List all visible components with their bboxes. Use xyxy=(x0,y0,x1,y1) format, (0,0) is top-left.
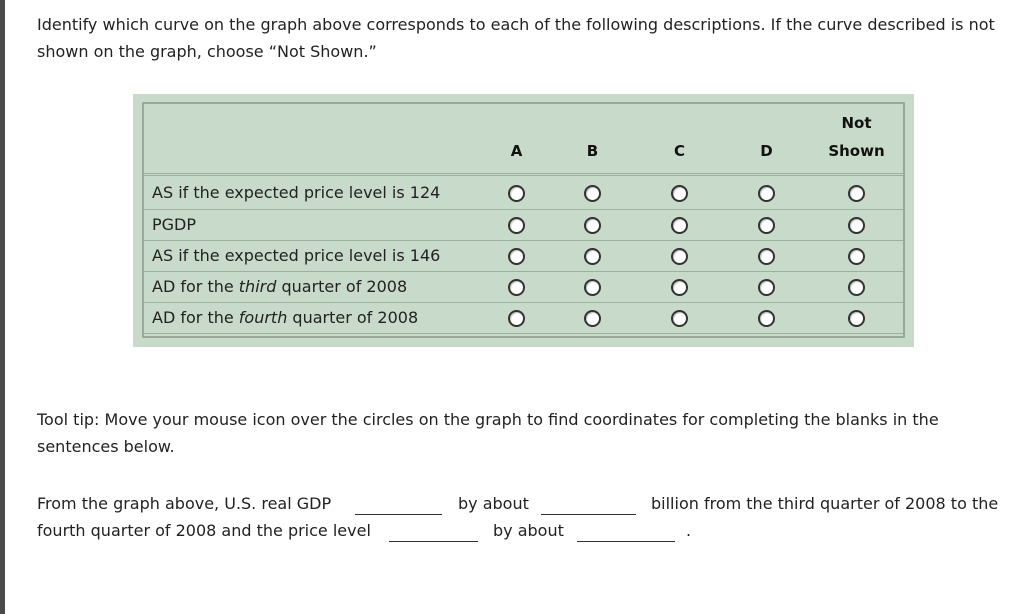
left-edge-bar xyxy=(0,0,5,614)
radio-cell-a xyxy=(484,209,549,240)
radio-cell-not-shown xyxy=(810,209,903,240)
sentence-part-3: billion from the third quarter of 2008 to the xyxy=(651,494,999,513)
radio-not-shown[interactable] xyxy=(848,217,865,234)
radio-d[interactable] xyxy=(758,310,775,327)
radio-c[interactable] xyxy=(671,248,688,265)
header-a: A xyxy=(484,104,549,174)
sentence-part-2: by about xyxy=(458,494,529,513)
choice-table-frame xyxy=(142,102,905,338)
header-not-shown xyxy=(810,104,903,174)
tooltip-text: Tool tip: Move your mouse icon over the circles on the graph to find coordinates for completing the blanks in the sentences below. xyxy=(37,410,939,456)
radio-c[interactable] xyxy=(671,310,688,327)
radio-a[interactable] xyxy=(508,185,525,202)
row-label-pre: AS if the expected price level is 146 xyxy=(152,246,441,265)
row-label-pre: AD for the xyxy=(152,308,239,327)
sentence-part-1: From the graph above, U.S. real GDP xyxy=(37,494,332,513)
radio-cell-a xyxy=(484,240,549,271)
gdp-amount-blank[interactable] xyxy=(541,514,636,515)
radio-b[interactable] xyxy=(584,279,601,296)
header-d: D xyxy=(723,104,810,174)
choice-table xyxy=(144,104,903,334)
row-label-em: third xyxy=(238,277,277,296)
row-label xyxy=(144,240,484,271)
table-row xyxy=(144,240,903,271)
choice-table-panel xyxy=(133,94,914,347)
row-label-pre: PGDP xyxy=(152,215,197,234)
radio-a[interactable] xyxy=(508,310,525,327)
radio-cell-not-shown xyxy=(810,174,903,209)
sentence-part-4: fourth quarter of 2008 and the price level xyxy=(37,521,371,540)
row-label xyxy=(144,302,484,333)
row-label-post: quarter of 2008 xyxy=(287,308,419,327)
header-not-shown-line2: Shown xyxy=(828,141,885,160)
radio-b[interactable] xyxy=(584,185,601,202)
price-amount-blank[interactable] xyxy=(577,541,675,542)
radio-not-shown[interactable] xyxy=(848,279,865,296)
radio-not-shown[interactable] xyxy=(848,248,865,265)
row-label-em: fourth xyxy=(238,308,288,327)
instructions-text: Identify which curve on the graph above corresponds to each of the following descriptions. If the curve described is not shown on the graph, choose “Not Shown.” xyxy=(37,15,995,61)
radio-a[interactable] xyxy=(508,248,525,265)
price-direction-blank[interactable] xyxy=(389,541,478,542)
header-b: B xyxy=(549,104,636,174)
sentence-part-5: by about xyxy=(493,521,564,540)
radio-c[interactable] xyxy=(671,185,688,202)
radio-cell-b xyxy=(549,302,636,333)
radio-b[interactable] xyxy=(584,310,601,327)
radio-c[interactable] xyxy=(671,279,688,296)
table-header-row xyxy=(144,104,903,174)
radio-cell-not-shown xyxy=(810,302,903,333)
row-label-pre: AS if the expected price level is 124 xyxy=(152,182,441,202)
radio-not-shown[interactable] xyxy=(848,185,865,202)
radio-cell-d xyxy=(723,240,810,271)
row-label xyxy=(144,209,484,240)
table-row xyxy=(144,271,903,302)
radio-cell-d xyxy=(723,209,810,240)
radio-cell-c xyxy=(636,174,723,209)
radio-d[interactable] xyxy=(758,248,775,265)
radio-cell-b xyxy=(549,271,636,302)
radio-cell-a xyxy=(484,271,549,302)
radio-not-shown[interactable] xyxy=(848,310,865,327)
radio-a[interactable] xyxy=(508,279,525,296)
radio-cell-not-shown xyxy=(810,240,903,271)
radio-cell-b xyxy=(549,240,636,271)
header-blank xyxy=(144,104,484,174)
row-label-pre: AD for the xyxy=(152,277,239,296)
row-label xyxy=(144,271,484,302)
radio-d[interactable] xyxy=(758,185,775,202)
radio-cell-d xyxy=(723,174,810,209)
radio-cell-c xyxy=(636,240,723,271)
row-label xyxy=(144,174,484,209)
radio-cell-d xyxy=(723,271,810,302)
radio-b[interactable] xyxy=(584,217,601,234)
radio-cell-c xyxy=(636,271,723,302)
gdp-direction-blank[interactable] xyxy=(355,514,442,515)
radio-cell-c xyxy=(636,302,723,333)
row-label-post: quarter of 2008 xyxy=(276,277,408,296)
sentence-end-period: . xyxy=(686,521,692,540)
radio-d[interactable] xyxy=(758,279,775,296)
radio-cell-b xyxy=(549,209,636,240)
radio-cell-b xyxy=(549,174,636,209)
header-not-shown-line1: Not xyxy=(841,113,872,132)
table-row xyxy=(144,174,903,209)
table-row xyxy=(144,302,903,333)
header-c: C xyxy=(636,104,723,174)
radio-b[interactable] xyxy=(584,248,601,265)
table-row xyxy=(144,209,903,240)
radio-c[interactable] xyxy=(671,217,688,234)
radio-cell-d xyxy=(723,302,810,333)
radio-cell-a xyxy=(484,174,549,209)
radio-cell-not-shown xyxy=(810,271,903,302)
radio-a[interactable] xyxy=(508,217,525,234)
radio-d[interactable] xyxy=(758,217,775,234)
radio-cell-c xyxy=(636,209,723,240)
radio-cell-a xyxy=(484,302,549,333)
